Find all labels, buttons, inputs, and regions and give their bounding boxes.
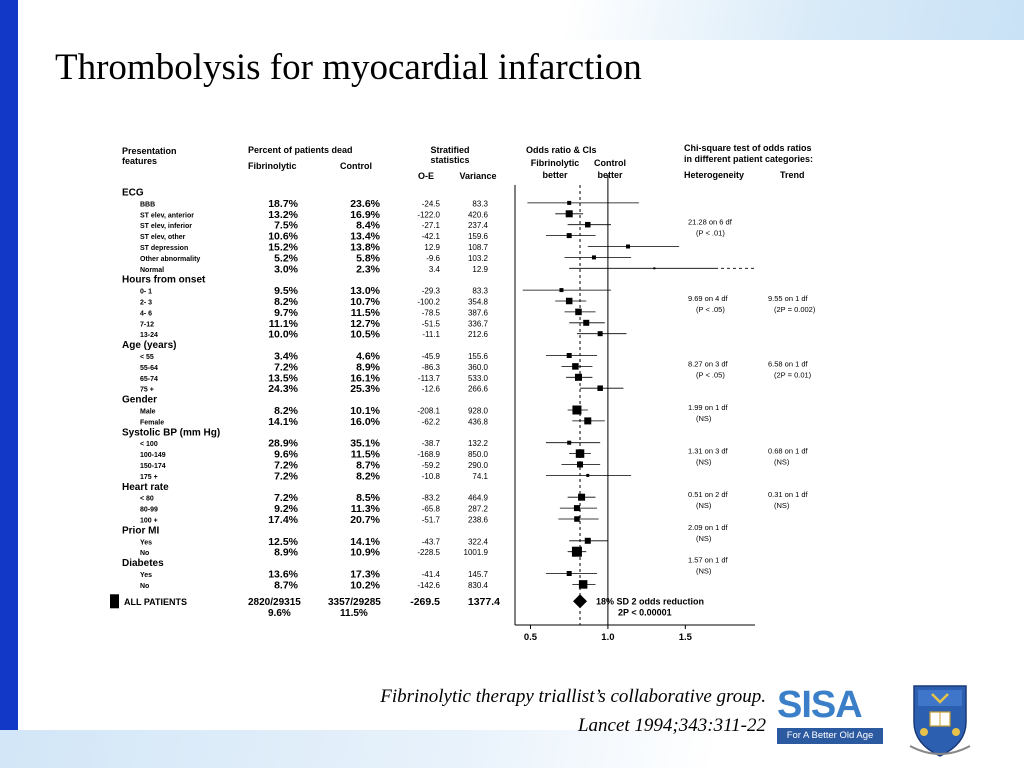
header-fib-better-1: Fibrinolytic xyxy=(530,158,580,168)
variance-value: 266.6 xyxy=(467,384,488,394)
ctrl-percent: 10.9% xyxy=(350,546,380,559)
variance-value: 290.0 xyxy=(467,461,488,470)
group-header: Systolic BP (mm Hg) xyxy=(122,427,221,439)
row-label: 100-149 xyxy=(140,452,166,460)
or-marker xyxy=(583,320,589,326)
or-marker xyxy=(559,288,563,292)
oe-value: -65.8 xyxy=(421,504,440,514)
heterogeneity-note: 2.09 on 1 df xyxy=(688,522,728,532)
oe-value: -168.9 xyxy=(417,450,440,460)
group-header: Diabetes xyxy=(122,558,164,570)
or-marker xyxy=(567,571,572,576)
heterogeneity-note: 9.69 on 4 df xyxy=(688,294,728,303)
oe-value: -113.7 xyxy=(417,373,440,383)
x-tick-label: 1.0 xyxy=(601,632,615,643)
ctrl-percent: 4.6% xyxy=(356,350,380,363)
header-ctrl-better-2: better xyxy=(597,170,623,180)
row-label: 175 + xyxy=(140,473,158,481)
ctrl-percent: 8.9% xyxy=(356,361,380,374)
fib-percent: 12.5% xyxy=(268,535,298,548)
ctrl-percent: 20.7% xyxy=(350,514,380,526)
variance-value: 132.2 xyxy=(467,439,488,449)
trend-note: (2P = 0.01) xyxy=(774,370,812,380)
trend-note: (NS) xyxy=(774,501,790,511)
ctrl-percent: 17.3% xyxy=(350,568,380,581)
ctrl-percent: 2.3% xyxy=(356,263,380,276)
variance-value: 436.8 xyxy=(467,417,488,427)
variance-value: 336.7 xyxy=(467,319,488,329)
oe-value: -11.1 xyxy=(422,330,440,340)
oe-value: 3.4 xyxy=(428,264,440,274)
group-header: Gender xyxy=(122,394,158,406)
slide-title: Thrombolysis for myocardial infarction xyxy=(55,47,642,88)
variance-value: 83.3 xyxy=(472,199,488,209)
oe-value: -24.5 xyxy=(421,199,440,209)
heterogeneity-note: 21.28 on 6 df xyxy=(688,217,732,227)
row-label: < 100 xyxy=(140,441,158,449)
variance-value: 237.4 xyxy=(467,221,488,231)
row-label: ST elev, anterior xyxy=(140,212,194,220)
citation-line-2: Lancet 1994;343:311-22 xyxy=(577,715,766,736)
variance-value: 145.7 xyxy=(467,570,488,579)
row-label: 100 + xyxy=(140,517,158,525)
header-stratified: Stratified xyxy=(430,145,470,155)
fib-percent: 28.9% xyxy=(268,437,298,450)
ctrl-percent: 5.8% xyxy=(356,252,380,265)
header-variance: Variance xyxy=(459,171,497,181)
heterogeneity-note: 8.27 on 3 df xyxy=(688,359,728,369)
heterogeneity-note: (NS) xyxy=(696,414,712,423)
oe-value: -51.5 xyxy=(421,319,440,329)
fib-percent: 7.5% xyxy=(274,219,298,232)
heterogeneity-note: 1.31 on 3 df xyxy=(688,446,728,456)
variance-value: 287.2 xyxy=(467,504,488,514)
oe-value: -12.6 xyxy=(421,384,440,394)
variance-value: 354.8 xyxy=(467,297,488,307)
row-label: 7-12 xyxy=(140,321,155,329)
oe-value: -228.5 xyxy=(417,548,440,558)
citation-line-1: Fibrinolytic therapy triallist’s collaborative group. xyxy=(380,686,766,707)
oe-value: -208.1 xyxy=(417,406,440,416)
or-marker xyxy=(572,547,582,557)
oe-value: -45.9 xyxy=(421,352,440,361)
or-marker xyxy=(577,462,583,468)
variance-value: 83.3 xyxy=(472,286,488,296)
row-label: 55-64 xyxy=(140,364,158,372)
variance-value: 103.2 xyxy=(467,253,488,263)
or-marker xyxy=(572,363,579,370)
variance-value: 387.6 xyxy=(467,308,488,318)
variance-value: 12.9 xyxy=(472,264,488,274)
row-label: Normal xyxy=(140,266,165,274)
fib-percent: 3.4% xyxy=(274,350,298,363)
oe-value: -83.2 xyxy=(421,493,440,503)
total-ctrl-percent: 11.5% xyxy=(340,607,368,619)
fib-percent: 10.6% xyxy=(268,230,298,243)
sisa-logo-text: SISA xyxy=(777,684,862,726)
oe-value: 12.9 xyxy=(424,243,440,252)
variance-value: 108.7 xyxy=(467,243,488,252)
trend-note: (2P = 0.002) xyxy=(774,305,816,314)
or-marker xyxy=(574,505,580,511)
row-label: No xyxy=(140,550,150,558)
ctrl-percent: 12.7% xyxy=(350,317,380,330)
oe-value: -86.3 xyxy=(421,362,440,372)
group-header: Prior MI xyxy=(122,525,160,537)
fib-percent: 13.5% xyxy=(268,372,298,385)
ctrl-percent: 13.4% xyxy=(350,230,380,243)
row-label: ST elev, inferior xyxy=(140,223,192,231)
ctrl-percent: 16.1% xyxy=(350,372,380,385)
variance-value: 533.0 xyxy=(467,373,488,383)
all-patients-label: ALL PATIENTS xyxy=(124,596,187,607)
row-label: 75 + xyxy=(140,386,154,394)
fib-percent: 3.0% xyxy=(274,263,298,276)
heterogeneity-note: (NS) xyxy=(696,457,712,467)
row-label: ST elev, other xyxy=(140,234,186,242)
fib-percent: 8.7% xyxy=(274,579,298,592)
group-header: Age (years) xyxy=(122,340,177,352)
ctrl-percent: 11.5% xyxy=(350,448,380,461)
variance-value: 212.6 xyxy=(467,330,488,340)
trend-note: (NS) xyxy=(774,457,790,467)
fib-percent: 8.9% xyxy=(274,546,298,559)
overall-reduction-text: 18% SD 2 odds reduction xyxy=(596,596,705,607)
trend-note: 9.55 on 1 df xyxy=(768,294,808,303)
or-marker xyxy=(598,331,603,336)
or-marker xyxy=(567,353,572,358)
fib-percent: 13.2% xyxy=(268,208,298,221)
or-marker xyxy=(584,417,591,424)
fib-percent: 11.1% xyxy=(268,317,298,330)
fib-percent: 17.4% xyxy=(268,514,298,526)
header-presentation: Presentation xyxy=(122,146,177,156)
sisa-logo xyxy=(775,680,887,748)
heterogeneity-note: (P < .05) xyxy=(696,370,725,380)
oe-value: -78.5 xyxy=(421,308,440,318)
oe-value: -62.2 xyxy=(421,417,440,427)
header-trend: Trend xyxy=(780,170,805,180)
overall-p-text: 2P < 0.00001 xyxy=(618,607,672,618)
row-label: 150-174 xyxy=(140,463,166,470)
total-fib-percent: 9.6% xyxy=(268,607,291,619)
oe-value: -9.6 xyxy=(426,253,440,263)
oe-value: -42.1 xyxy=(421,232,440,242)
or-marker xyxy=(575,374,582,381)
row-label: 4- 6 xyxy=(140,310,153,318)
oe-value: -38.7 xyxy=(421,439,440,449)
ctrl-percent: 23.6% xyxy=(350,197,380,210)
or-marker xyxy=(579,580,588,589)
fib-percent: 7.2% xyxy=(274,361,298,374)
heterogeneity-note: (NS) xyxy=(696,566,712,576)
or-marker xyxy=(566,298,573,305)
header-control: Control xyxy=(340,161,372,171)
header-chisq-2: in different patient categories: xyxy=(684,154,814,164)
header-ctrl-better-1: Control xyxy=(594,158,626,168)
all-patients-marker xyxy=(110,594,119,608)
ctrl-percent: 16.9% xyxy=(350,208,380,221)
or-marker xyxy=(567,201,571,205)
oe-value: -29.3 xyxy=(421,286,440,296)
variance-value: 74.1 xyxy=(472,471,488,481)
group-header: Hours from onset xyxy=(122,274,206,286)
oe-value: -100.2 xyxy=(417,297,440,307)
ctrl-percent: 35.1% xyxy=(350,437,380,450)
ctrl-percent: 25.3% xyxy=(350,383,380,396)
ctrl-percent: 10.1% xyxy=(350,405,380,417)
oe-value: -10.8 xyxy=(421,471,440,481)
fib-percent: 18.7% xyxy=(268,197,298,210)
ctrl-percent: 11.3% xyxy=(350,503,380,516)
oe-value: -142.6 xyxy=(417,580,440,590)
or-marker xyxy=(586,474,589,477)
header-features: features xyxy=(122,156,158,166)
header-fib-better-2: better xyxy=(542,170,568,180)
fib-percent: 5.2% xyxy=(274,252,298,265)
fib-percent: 8.2% xyxy=(274,405,298,417)
or-marker xyxy=(575,309,582,316)
top-decor-band xyxy=(0,0,1024,40)
group-header: Heart rate xyxy=(122,481,169,493)
ctrl-percent: 10.5% xyxy=(350,328,380,341)
row-label: Female xyxy=(140,419,165,427)
ctrl-percent: 16.0% xyxy=(350,415,380,428)
oe-value: -122.0 xyxy=(417,210,440,220)
fib-percent: 13.6% xyxy=(268,568,298,581)
or-marker xyxy=(653,267,655,269)
fib-percent: 10.0% xyxy=(268,328,298,341)
heterogeneity-note: 1.57 on 1 df xyxy=(688,555,728,565)
fib-percent: 7.2% xyxy=(274,470,298,483)
x-tick-label: 1.5 xyxy=(678,632,692,643)
or-marker xyxy=(578,494,585,501)
variance-value: 1001.9 xyxy=(463,548,488,558)
oe-value: -51.7 xyxy=(421,515,440,525)
variance-value: 830.4 xyxy=(467,580,488,590)
trend-note: 6.58 on 1 df xyxy=(768,359,808,369)
or-marker xyxy=(576,449,585,458)
header-odds-ratio: Odds ratio & CIs xyxy=(526,145,597,155)
ctrl-percent: 13.8% xyxy=(350,241,380,254)
header-heterogeneity: Heterogeneity xyxy=(684,170,745,180)
or-marker xyxy=(567,441,571,445)
heterogeneity-note: 1.99 on 1 df xyxy=(688,403,728,412)
or-marker xyxy=(572,406,581,415)
fib-percent: 14.1% xyxy=(268,415,298,428)
row-label: ST depression xyxy=(140,245,189,252)
row-label: 80-99 xyxy=(140,506,158,514)
trend-note: 0.68 on 1 df xyxy=(768,446,808,456)
total-fib-count: 2820/29315 xyxy=(248,596,301,608)
fib-percent: 9.6% xyxy=(274,448,298,461)
or-marker xyxy=(567,233,572,238)
row-label: BBB xyxy=(140,201,156,209)
fib-percent: 9.5% xyxy=(274,285,298,298)
row-label: < 80 xyxy=(140,495,154,503)
header-fibrinolytic: Fibrinolytic xyxy=(248,161,297,171)
heterogeneity-note: (P < .01) xyxy=(696,228,725,238)
header-oe: O-E xyxy=(417,171,435,181)
oe-value: -41.4 xyxy=(421,570,440,579)
variance-value: 238.6 xyxy=(467,515,488,525)
variance-value: 420.6 xyxy=(467,210,488,220)
row-label: 65-74 xyxy=(140,375,158,383)
or-marker xyxy=(592,255,596,259)
row-label: 2- 3 xyxy=(140,299,153,307)
ctrl-percent: 10.2% xyxy=(350,579,380,592)
variance-value: 464.9 xyxy=(467,493,488,503)
row-label: Other abnormality xyxy=(140,255,201,263)
fib-percent: 24.3% xyxy=(268,383,298,396)
header-percent-dead: Percent of patients dead xyxy=(248,145,353,155)
row-label: < 55 xyxy=(140,354,154,361)
fib-percent: 9.7% xyxy=(274,306,298,319)
row-label: Yes xyxy=(140,572,153,579)
row-label: 13-24 xyxy=(140,332,158,340)
ctrl-percent: 14.1% xyxy=(350,535,380,548)
ctrl-percent: 8.5% xyxy=(356,492,380,505)
heterogeneity-note: (P < .05) xyxy=(696,305,725,314)
or-marker xyxy=(566,210,573,217)
heterogeneity-note: (NS) xyxy=(696,501,712,511)
overall-diamond xyxy=(573,594,587,608)
fib-percent: 7.2% xyxy=(274,459,298,472)
row-label: Male xyxy=(140,408,156,416)
fib-percent: 7.2% xyxy=(274,492,298,505)
oe-value: -59.2 xyxy=(421,461,440,470)
total-oe: -269.5 xyxy=(410,595,440,608)
ctrl-percent: 10.7% xyxy=(350,296,380,308)
heterogeneity-note: 0.51 on 2 df xyxy=(688,490,728,500)
or-marker xyxy=(626,245,630,249)
university-crest-icon xyxy=(908,682,972,760)
fib-percent: 9.2% xyxy=(274,503,298,516)
row-label: 0- 1 xyxy=(140,288,153,296)
row-label: No xyxy=(140,582,150,590)
header-chisq-1: Chi-square test of odds ratios xyxy=(684,143,812,153)
x-tick-label: 0.5 xyxy=(523,632,538,643)
variance-value: 850.0 xyxy=(467,450,488,460)
fib-percent: 15.2% xyxy=(268,241,298,254)
or-marker xyxy=(574,516,580,522)
ctrl-percent: 11.5% xyxy=(350,306,380,319)
ctrl-percent: 8.7% xyxy=(356,459,380,472)
header-statistics: statistics xyxy=(430,155,470,165)
variance-value: 159.6 xyxy=(467,232,488,242)
variance-value: 928.0 xyxy=(467,406,488,416)
variance-value: 360.0 xyxy=(467,362,488,372)
forest-plot xyxy=(100,135,860,645)
ctrl-percent: 8.2% xyxy=(356,470,380,483)
variance-value: 322.4 xyxy=(467,537,488,547)
or-marker xyxy=(585,222,591,228)
group-header: ECG xyxy=(122,187,144,199)
oe-value: -27.1 xyxy=(421,221,440,231)
ctrl-percent: 13.0% xyxy=(350,285,380,298)
ctrl-percent: 8.4% xyxy=(356,219,380,232)
total-ctrl-count: 3357/29285 xyxy=(328,596,381,608)
fib-percent: 8.2% xyxy=(274,296,298,308)
heterogeneity-note: (NS) xyxy=(696,533,712,543)
oe-value: -43.7 xyxy=(421,537,440,547)
or-marker xyxy=(597,385,603,391)
variance-value: 155.6 xyxy=(467,352,488,361)
sisa-logo-tagline: For A Better Old Age xyxy=(777,728,883,744)
trend-note: 0.31 on 1 df xyxy=(768,490,808,500)
row-label: Yes xyxy=(140,539,153,547)
or-marker xyxy=(585,538,591,544)
total-variance: 1377.4 xyxy=(467,595,500,608)
left-accent-bar xyxy=(0,0,18,768)
